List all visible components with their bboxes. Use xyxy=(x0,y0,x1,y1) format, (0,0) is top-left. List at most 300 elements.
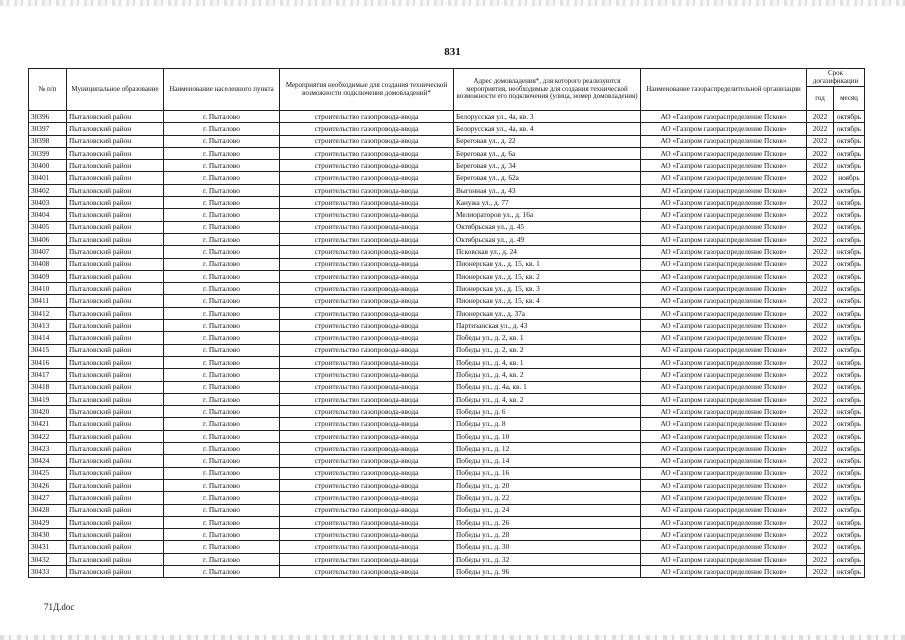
cell-num: 30400 xyxy=(29,160,67,172)
cell-num: 30424 xyxy=(29,455,67,467)
cell-address: Канужа ул., д. 77 xyxy=(454,197,641,209)
cell-settlement: г. Пыталово xyxy=(164,233,280,245)
scan-edge-top xyxy=(0,0,905,6)
cell-year: 2022 xyxy=(807,258,834,270)
cell-settlement: г. Пыталово xyxy=(164,504,280,516)
cell-year: 2022 xyxy=(807,381,834,393)
cell-year: 2022 xyxy=(807,430,834,442)
table-row xyxy=(29,270,865,282)
cell-org: АО «Газпром газораспределение Псков» xyxy=(641,221,807,233)
cell-municipality: Пыталовский район xyxy=(67,479,164,491)
cell-year: 2022 xyxy=(807,332,834,344)
header-address: Адрес домовладения*, для которого реализуются мероприятия, необходимые для создания технической возможности его подключения (улица, номер домовладения) xyxy=(454,69,641,111)
cell-org: АО «Газпром газораспределение Псков» xyxy=(641,197,807,209)
table-row xyxy=(29,295,865,307)
cell-action: строительство газопровода-ввода xyxy=(280,516,454,528)
cell-municipality: Пыталовский район xyxy=(67,455,164,467)
cell-action: строительство газопровода-ввода xyxy=(280,246,454,258)
cell-settlement: г. Пыталово xyxy=(164,270,280,282)
cell-year: 2022 xyxy=(807,295,834,307)
cell-month: октябрь xyxy=(834,430,865,442)
table-row xyxy=(29,406,865,418)
cell-settlement: г. Пыталово xyxy=(164,295,280,307)
cell-year: 2022 xyxy=(807,307,834,319)
cell-num: 30426 xyxy=(29,479,67,491)
cell-municipality: Пыталовский район xyxy=(67,147,164,159)
table-row xyxy=(29,147,865,159)
cell-municipality: Пыталовский район xyxy=(67,406,164,418)
cell-num: 30408 xyxy=(29,258,67,270)
cell-num: 30409 xyxy=(29,270,67,282)
cell-year: 2022 xyxy=(807,443,834,455)
cell-month: октябрь xyxy=(834,541,865,553)
cell-num: 30415 xyxy=(29,344,67,356)
cell-address: Победы ул., д. 4, кв. 2 xyxy=(454,393,641,405)
cell-month: октябрь xyxy=(834,553,865,565)
cell-address: Пионерская ул., д. 15, кв. 4 xyxy=(454,295,641,307)
cell-action: строительство газопровода-ввода xyxy=(280,123,454,135)
cell-year: 2022 xyxy=(807,283,834,295)
cell-action: строительство газопровода-ввода xyxy=(280,209,454,221)
cell-action: строительство газопровода-ввода xyxy=(280,443,454,455)
cell-org: АО «Газпром газораспределение Псков» xyxy=(641,111,807,123)
cell-org: АО «Газпром газораспределение Псков» xyxy=(641,479,807,491)
cell-settlement: г. Пыталово xyxy=(164,430,280,442)
cell-num: 30421 xyxy=(29,418,67,430)
cell-address: Победы ул., д. 22 xyxy=(454,492,641,504)
cell-org: АО «Газпром газораспределение Псков» xyxy=(641,160,807,172)
cell-settlement: г. Пыталово xyxy=(164,356,280,368)
cell-settlement: г. Пыталово xyxy=(164,381,280,393)
cell-address: Победы ул., д. 8 xyxy=(454,418,641,430)
cell-address: Пионерская ул., д. 15, кв. 3 xyxy=(454,283,641,295)
table-row xyxy=(29,233,865,245)
cell-municipality: Пыталовский район xyxy=(67,418,164,430)
cell-action: строительство газопровода-ввода xyxy=(280,479,454,491)
cell-settlement: г. Пыталово xyxy=(164,529,280,541)
cell-address: Победы ул., д. 96 xyxy=(454,565,641,577)
cell-org: АО «Газпром газораспределение Псков» xyxy=(641,529,807,541)
cell-year: 2022 xyxy=(807,467,834,479)
cell-municipality: Пыталовский район xyxy=(67,160,164,172)
cell-num: 30419 xyxy=(29,393,67,405)
table-row xyxy=(29,283,865,295)
cell-org: АО «Газпром газораспределение Псков» xyxy=(641,295,807,307)
table-row xyxy=(29,479,865,491)
cell-org: АО «Газпром газораспределение Псков» xyxy=(641,356,807,368)
cell-year: 2022 xyxy=(807,246,834,258)
cell-settlement: г. Пыталово xyxy=(164,516,280,528)
cell-num: 30430 xyxy=(29,529,67,541)
cell-municipality: Пыталовский район xyxy=(67,344,164,356)
cell-municipality: Пыталовский район xyxy=(67,541,164,553)
cell-address: Белорусская ул., 4а, кв. 3 xyxy=(454,111,641,123)
cell-settlement: г. Пыталово xyxy=(164,197,280,209)
cell-year: 2022 xyxy=(807,197,834,209)
cell-month: октябрь xyxy=(834,393,865,405)
cell-action: строительство газопровода-ввода xyxy=(280,111,454,123)
cell-settlement: г. Пыталово xyxy=(164,565,280,577)
header-org: Наименование газораспределительной организации xyxy=(641,69,807,111)
cell-address: Победы ул., д. 24 xyxy=(454,504,641,516)
cell-settlement: г. Пыталово xyxy=(164,492,280,504)
cell-action: строительство газопровода-ввода xyxy=(280,197,454,209)
cell-month: октябрь xyxy=(834,307,865,319)
cell-action: строительство газопровода-ввода xyxy=(280,356,454,368)
cell-address: Победы ул., д. 2, кв. 2 xyxy=(454,344,641,356)
cell-action: строительство газопровода-ввода xyxy=(280,283,454,295)
cell-num: 30410 xyxy=(29,283,67,295)
cell-month: октябрь xyxy=(834,135,865,147)
cell-address: Октябрьская ул., д. 49 xyxy=(454,233,641,245)
cell-num: 30431 xyxy=(29,541,67,553)
cell-action: строительство газопровода-ввода xyxy=(280,172,454,184)
cell-month: октябрь xyxy=(834,344,865,356)
cell-org: АО «Газпром газораспределение Псков» xyxy=(641,516,807,528)
cell-municipality: Пыталовский район xyxy=(67,504,164,516)
cell-action: строительство газопровода-ввода xyxy=(280,270,454,282)
table-row xyxy=(29,430,865,442)
cell-month: октябрь xyxy=(834,529,865,541)
cell-address: Октябрьская ул., д. 45 xyxy=(454,221,641,233)
cell-month: октябрь xyxy=(834,233,865,245)
cell-year: 2022 xyxy=(807,504,834,516)
cell-municipality: Пыталовский район xyxy=(67,283,164,295)
cell-address: Мелиораторов ул., д. 16а xyxy=(454,209,641,221)
table-row xyxy=(29,332,865,344)
cell-month: октябрь xyxy=(834,221,865,233)
header-settlement: Наименование населенного пункта xyxy=(164,69,280,111)
cell-org: АО «Газпром газораспределение Псков» xyxy=(641,455,807,467)
cell-org: АО «Газпром газораспределение Псков» xyxy=(641,147,807,159)
cell-month: октябрь xyxy=(834,246,865,258)
cell-address: Партизанская ул., д. 43 xyxy=(454,320,641,332)
cell-year: 2022 xyxy=(807,344,834,356)
cell-year: 2022 xyxy=(807,270,834,282)
table-body xyxy=(29,111,865,578)
cell-municipality: Пыталовский район xyxy=(67,295,164,307)
cell-address: Выгонная ул., д. 43 xyxy=(454,184,641,196)
cell-year: 2022 xyxy=(807,209,834,221)
cell-month: октябрь xyxy=(834,492,865,504)
cell-settlement: г. Пыталово xyxy=(164,123,280,135)
cell-address: Береговая ул., д. 34 xyxy=(454,160,641,172)
table-row xyxy=(29,467,865,479)
cell-municipality: Пыталовский район xyxy=(67,111,164,123)
cell-action: строительство газопровода-ввода xyxy=(280,295,454,307)
cell-year: 2022 xyxy=(807,565,834,577)
cell-action: строительство газопровода-ввода xyxy=(280,332,454,344)
cell-org: АО «Газпром газораспределение Псков» xyxy=(641,209,807,221)
table-row xyxy=(29,221,865,233)
cell-num: 30428 xyxy=(29,504,67,516)
cell-municipality: Пыталовский район xyxy=(67,443,164,455)
cell-num: 30429 xyxy=(29,516,67,528)
cell-municipality: Пыталовский район xyxy=(67,307,164,319)
table-header xyxy=(29,69,865,111)
cell-settlement: г. Пыталово xyxy=(164,369,280,381)
table-row xyxy=(29,258,865,270)
cell-municipality: Пыталовский район xyxy=(67,209,164,221)
cell-address: Победы ул., д. 12 xyxy=(454,443,641,455)
cell-action: строительство газопровода-ввода xyxy=(280,344,454,356)
cell-year: 2022 xyxy=(807,320,834,332)
cell-num: 30405 xyxy=(29,221,67,233)
header-month: месяц xyxy=(834,87,865,111)
cell-action: строительство газопровода-ввода xyxy=(280,221,454,233)
cell-year: 2022 xyxy=(807,492,834,504)
cell-municipality: Пыталовский район xyxy=(67,553,164,565)
cell-month: октябрь xyxy=(834,111,865,123)
cell-year: 2022 xyxy=(807,418,834,430)
cell-settlement: г. Пыталово xyxy=(164,246,280,258)
cell-municipality: Пыталовский район xyxy=(67,381,164,393)
cell-action: строительство газопровода-ввода xyxy=(280,393,454,405)
cell-municipality: Пыталовский район xyxy=(67,135,164,147)
cell-settlement: г. Пыталово xyxy=(164,332,280,344)
cell-settlement: г. Пыталово xyxy=(164,283,280,295)
cell-org: АО «Газпром газораспределение Псков» xyxy=(641,320,807,332)
cell-year: 2022 xyxy=(807,369,834,381)
footer-filename: 71Д.doc xyxy=(44,602,75,612)
cell-month: октябрь xyxy=(834,123,865,135)
table-row xyxy=(29,344,865,356)
cell-settlement: г. Пыталово xyxy=(164,541,280,553)
cell-org: АО «Газпром газораспределение Псков» xyxy=(641,393,807,405)
cell-org: АО «Газпром газораспределение Псков» xyxy=(641,443,807,455)
cell-org: АО «Газпром газораспределение Псков» xyxy=(641,553,807,565)
cell-year: 2022 xyxy=(807,233,834,245)
cell-month: октябрь xyxy=(834,443,865,455)
cell-org: АО «Газпром газораспределение Псков» xyxy=(641,381,807,393)
cell-address: Победы ул., д. 32 xyxy=(454,553,641,565)
cell-settlement: г. Пыталово xyxy=(164,258,280,270)
cell-org: АО «Газпром газораспределение Псков» xyxy=(641,184,807,196)
cell-municipality: Пыталовский район xyxy=(67,492,164,504)
cell-num: 30423 xyxy=(29,443,67,455)
cell-municipality: Пыталовский район xyxy=(67,184,164,196)
cell-action: строительство газопровода-ввода xyxy=(280,492,454,504)
table-row xyxy=(29,135,865,147)
cell-org: АО «Газпром газораспределение Псков» xyxy=(641,270,807,282)
table-row xyxy=(29,307,865,319)
cell-org: АО «Газпром газораспределение Псков» xyxy=(641,307,807,319)
table-row xyxy=(29,172,865,184)
gasification-table xyxy=(28,68,865,578)
cell-year: 2022 xyxy=(807,147,834,159)
cell-org: АО «Газпром газораспределение Псков» xyxy=(641,418,807,430)
cell-year: 2022 xyxy=(807,221,834,233)
table-row xyxy=(29,418,865,430)
cell-municipality: Пыталовский район xyxy=(67,123,164,135)
cell-num: 30420 xyxy=(29,406,67,418)
cell-settlement: г. Пыталово xyxy=(164,221,280,233)
cell-address: Победы ул., д. 4, кв. 1 xyxy=(454,356,641,368)
cell-month: октябрь xyxy=(834,209,865,221)
cell-month: октябрь xyxy=(834,320,865,332)
cell-address: Пионерская ул., д. 37а xyxy=(454,307,641,319)
cell-num: 30406 xyxy=(29,233,67,245)
cell-org: АО «Газпром газораспределение Псков» xyxy=(641,172,807,184)
cell-action: строительство газопровода-ввода xyxy=(280,369,454,381)
cell-action: строительство газопровода-ввода xyxy=(280,381,454,393)
table-row xyxy=(29,184,865,196)
cell-address: Победы ул., д. 30 xyxy=(454,541,641,553)
table-row xyxy=(29,356,865,368)
cell-address: Победы ул., д. 16 xyxy=(454,467,641,479)
cell-municipality: Пыталовский район xyxy=(67,356,164,368)
cell-num: 30398 xyxy=(29,135,67,147)
table-row xyxy=(29,209,865,221)
cell-month: октябрь xyxy=(834,406,865,418)
table-row xyxy=(29,504,865,516)
cell-action: строительство газопровода-ввода xyxy=(280,553,454,565)
page-number: 831 xyxy=(444,46,461,58)
cell-address: Псковская ул., д. 24 xyxy=(454,246,641,258)
table-row xyxy=(29,529,865,541)
cell-month: октябрь xyxy=(834,283,865,295)
cell-municipality: Пыталовский район xyxy=(67,516,164,528)
cell-year: 2022 xyxy=(807,455,834,467)
cell-month: октябрь xyxy=(834,467,865,479)
cell-num: 30414 xyxy=(29,332,67,344)
cell-municipality: Пыталовский район xyxy=(67,369,164,381)
cell-settlement: г. Пыталово xyxy=(164,455,280,467)
table-row xyxy=(29,455,865,467)
cell-year: 2022 xyxy=(807,172,834,184)
cell-year: 2022 xyxy=(807,184,834,196)
cell-num: 30396 xyxy=(29,111,67,123)
cell-num: 30397 xyxy=(29,123,67,135)
cell-municipality: Пыталовский район xyxy=(67,233,164,245)
table-row xyxy=(29,553,865,565)
cell-settlement: г. Пыталово xyxy=(164,479,280,491)
cell-settlement: г. Пыталово xyxy=(164,553,280,565)
cell-year: 2022 xyxy=(807,516,834,528)
cell-year: 2022 xyxy=(807,406,834,418)
cell-month: октябрь xyxy=(834,184,865,196)
cell-org: АО «Газпром газораспределение Псков» xyxy=(641,430,807,442)
cell-municipality: Пыталовский район xyxy=(67,332,164,344)
header-num: № п/п xyxy=(29,69,67,111)
header-action: Мероприятия необходимые для создания технической возможности подключения домовладений* xyxy=(280,69,454,111)
cell-settlement: г. Пыталово xyxy=(164,184,280,196)
cell-municipality: Пыталовский район xyxy=(67,529,164,541)
cell-org: АО «Газпром газораспределение Псков» xyxy=(641,344,807,356)
cell-num: 30417 xyxy=(29,369,67,381)
cell-action: строительство газопровода-ввода xyxy=(280,233,454,245)
cell-municipality: Пыталовский район xyxy=(67,270,164,282)
cell-settlement: г. Пыталово xyxy=(164,209,280,221)
table-row xyxy=(29,541,865,553)
cell-year: 2022 xyxy=(807,356,834,368)
cell-action: строительство газопровода-ввода xyxy=(280,430,454,442)
cell-municipality: Пыталовский район xyxy=(67,246,164,258)
cell-settlement: г. Пыталово xyxy=(164,320,280,332)
cell-settlement: г. Пыталово xyxy=(164,344,280,356)
cell-address: Победы ул., д. 26 xyxy=(454,516,641,528)
cell-year: 2022 xyxy=(807,135,834,147)
cell-settlement: г. Пыталово xyxy=(164,443,280,455)
cell-municipality: Пыталовский район xyxy=(67,467,164,479)
cell-settlement: г. Пыталово xyxy=(164,135,280,147)
cell-municipality: Пыталовский район xyxy=(67,221,164,233)
cell-num: 30413 xyxy=(29,320,67,332)
cell-year: 2022 xyxy=(807,160,834,172)
cell-year: 2022 xyxy=(807,393,834,405)
table-row xyxy=(29,197,865,209)
header-deadline: Срок догазификации xyxy=(807,69,865,87)
table-row xyxy=(29,369,865,381)
table-row xyxy=(29,381,865,393)
cell-municipality: Пыталовский район xyxy=(67,393,164,405)
cell-address: Пионерская ул., д. 15, кв. 2 xyxy=(454,270,641,282)
cell-address: Береговая ул., д. 6а xyxy=(454,147,641,159)
cell-action: строительство газопровода-ввода xyxy=(280,467,454,479)
cell-address: Белорусская ул., 4а, кв. 4 xyxy=(454,123,641,135)
cell-settlement: г. Пыталово xyxy=(164,406,280,418)
cell-org: АО «Газпром газораспределение Псков» xyxy=(641,541,807,553)
table-row xyxy=(29,492,865,504)
table-row xyxy=(29,443,865,455)
cell-month: октябрь xyxy=(834,160,865,172)
cell-month: октябрь xyxy=(834,516,865,528)
cell-num: 30422 xyxy=(29,430,67,442)
cell-year: 2022 xyxy=(807,541,834,553)
cell-org: АО «Газпром газораспределение Псков» xyxy=(641,565,807,577)
cell-num: 30402 xyxy=(29,184,67,196)
cell-address: Победы ул., д. 20 xyxy=(454,479,641,491)
table-row xyxy=(29,393,865,405)
cell-num: 30412 xyxy=(29,307,67,319)
cell-org: АО «Газпром газораспределение Псков» xyxy=(641,233,807,245)
cell-month: октябрь xyxy=(834,565,865,577)
cell-municipality: Пыталовский район xyxy=(67,172,164,184)
cell-settlement: г. Пыталово xyxy=(164,172,280,184)
cell-num: 30433 xyxy=(29,565,67,577)
cell-year: 2022 xyxy=(807,123,834,135)
cell-municipality: Пыталовский район xyxy=(67,565,164,577)
table-row xyxy=(29,246,865,258)
cell-month: октябрь xyxy=(834,332,865,344)
cell-org: АО «Газпром газораспределение Псков» xyxy=(641,135,807,147)
cell-month: октябрь xyxy=(834,369,865,381)
cell-org: АО «Газпром газораспределение Псков» xyxy=(641,123,807,135)
cell-month: октябрь xyxy=(834,356,865,368)
cell-settlement: г. Пыталово xyxy=(164,467,280,479)
cell-municipality: Пыталовский район xyxy=(67,258,164,270)
cell-num: 30404 xyxy=(29,209,67,221)
cell-month: октябрь xyxy=(834,295,865,307)
cell-address: Победы ул., д. 4, кв. 2 xyxy=(454,369,641,381)
cell-org: АО «Газпром газораспределение Псков» xyxy=(641,332,807,344)
cell-org: АО «Газпром газораспределение Псков» xyxy=(641,492,807,504)
cell-action: строительство газопровода-ввода xyxy=(280,418,454,430)
cell-num: 30432 xyxy=(29,553,67,565)
cell-address: Победы ул., д. 6 xyxy=(454,406,641,418)
cell-month: октябрь xyxy=(834,455,865,467)
table-row xyxy=(29,516,865,528)
cell-action: строительство газопровода-ввода xyxy=(280,529,454,541)
cell-municipality: Пыталовский район xyxy=(67,197,164,209)
table-row xyxy=(29,160,865,172)
cell-municipality: Пыталовский район xyxy=(67,430,164,442)
cell-num: 30416 xyxy=(29,356,67,368)
cell-address: Береговая ул., д. 62а xyxy=(454,172,641,184)
cell-org: АО «Газпром газораспределение Псков» xyxy=(641,258,807,270)
cell-month: октябрь xyxy=(834,504,865,516)
cell-action: строительство газопровода-ввода xyxy=(280,565,454,577)
